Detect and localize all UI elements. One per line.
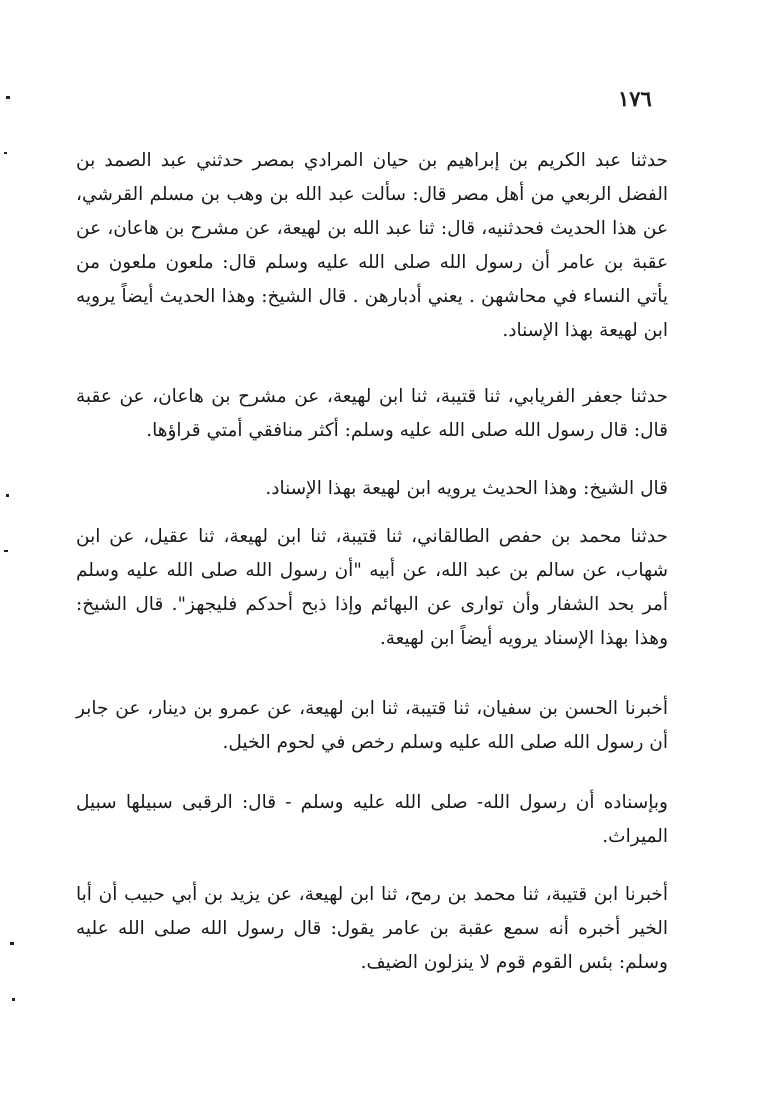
paragraph-2: حدثنا جعفر الفريابي، ثنا قتيبة، ثنا ابن لهيعة، عن مشرح بن هاعان، عن عقبة قال: قال رسول الله صلى الله عليه وسلم: أكثر منافقي أمتي قراؤها. xyxy=(76,386,668,441)
scan-mark xyxy=(6,494,9,497)
scan-mark xyxy=(4,550,8,552)
paragraph-7: أخبرنا ابن قتيبة، ثنا محمد بن رمح، ثنا ابن لهيعة، عن يزيد بن أبي حبيب أن أبا الخير أخبره أنه سمع عقبة بن عامر يقول: قال رسول الله صلى الله عليه وسلم: بئس القوم قوم لا ينزلون الضيف. xyxy=(76,884,668,973)
paragraph-6: وبإسناده أن رسول الله- صلى الله عليه وسلم - قال: الرقبى سبيلها سبيل الميراث. xyxy=(76,792,668,847)
page-number: ١٧٦ xyxy=(618,86,652,111)
scan-mark xyxy=(6,96,10,99)
paragraph-4: حدثنا محمد بن حفص الطالقاني، ثنا قتيبة، ثنا ابن لهيعة، ثنا عقيل، عن ابن شهاب، عن سالم بن عبد الله، عن أبيه "أن رسول الله صلى الله عليه وسلم أمر بحد الشفار وأن توارى عن البهائم وإذا ذبح أحدكم فليجهز". قال الشيخ: وهذا بهذا الإسناد يرويه أيضاً ابن لهيعة. xyxy=(76,526,668,649)
paragraph-3: قال الشيخ: وهذا الحديث يرويه ابن لهيعة بهذا الإسناد. xyxy=(265,478,668,499)
scan-mark xyxy=(4,152,7,154)
paragraph-5: أخبرنا الحسن بن سفيان، ثنا قتيبة، ثنا ابن لهيعة، عن عمرو بن دينار، عن جابر أن رسول الله صلى الله عليه وسلم رخص في لحوم الخيل. xyxy=(76,698,668,753)
scan-mark xyxy=(10,942,14,945)
paragraph-1: حدثنا عبد الكريم بن إبراهيم بن حيان المرادي بمصر حدثني عبد الصمد بن الفضل الربعي من أهل مصر قال: سألت عبد الله بن وهب بن مسلم القرشي، عن هذا الحديث فحدثنيه، قال: ثنا عبد الله بن لهيعة، عن مشرح بن هاعان، عن عقبة بن عامر أن رسول الله صلى الله عليه وسلم قال: ملعون ملعون من يأتي النساء في محاشهن . يعني أدبارهن . قال الشيخ: وهذا الحديث أيضاً يرويه ابن لهيعة بهذا الإسناد. xyxy=(76,150,668,341)
scan-mark xyxy=(12,998,15,1001)
